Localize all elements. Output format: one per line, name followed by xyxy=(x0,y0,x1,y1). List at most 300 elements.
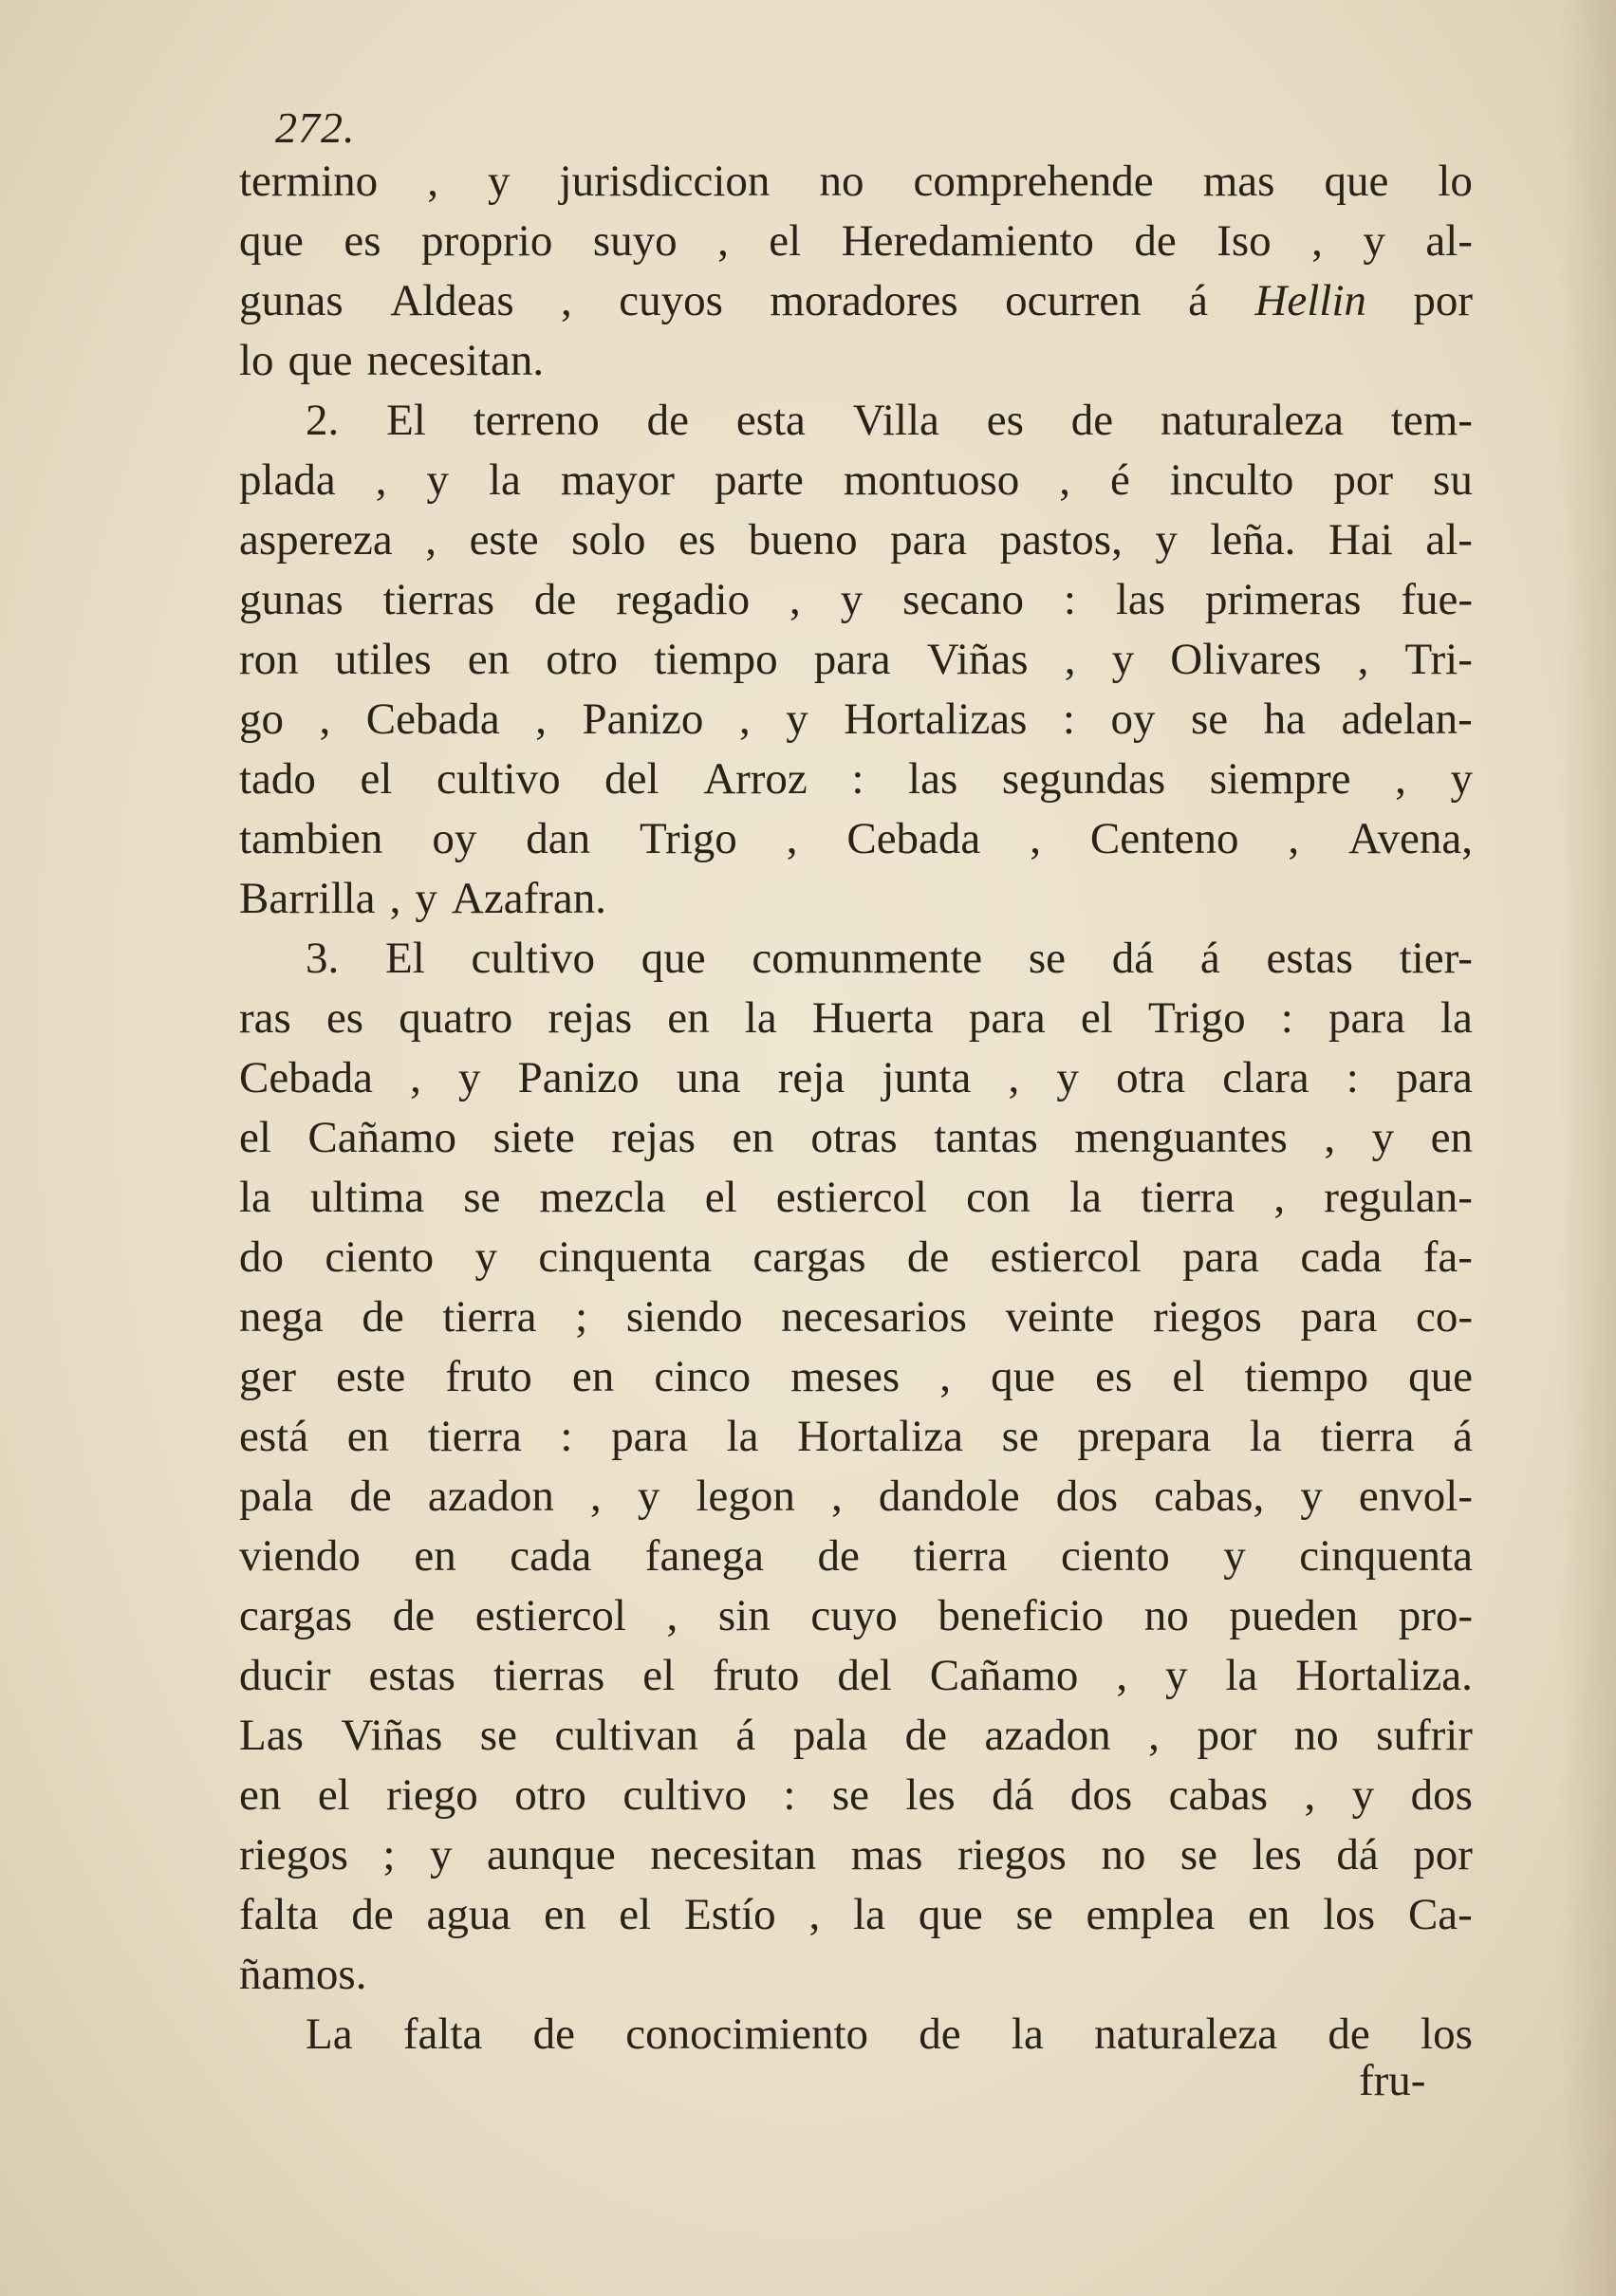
word: , xyxy=(1148,1711,1160,1760)
word: rejas xyxy=(611,1113,696,1162)
word: lo xyxy=(239,336,274,385)
word: oy xyxy=(432,814,477,863)
word: cargas xyxy=(752,1232,866,1282)
word: , xyxy=(1324,1113,1336,1162)
text-line xyxy=(239,989,1473,1048)
word: Hortalizas xyxy=(844,694,1028,744)
text-line xyxy=(239,1467,1473,1527)
word: la xyxy=(726,1412,759,1461)
word: la xyxy=(744,993,777,1043)
word: go xyxy=(239,694,284,744)
word: Heredamiento xyxy=(841,216,1094,266)
word: veinte xyxy=(1005,1292,1115,1342)
word: solo xyxy=(571,515,646,565)
word: y xyxy=(1165,1651,1188,1700)
word: conocimiento xyxy=(625,2009,869,2059)
word: á xyxy=(735,1711,756,1760)
word: Villa xyxy=(852,396,939,445)
word: por xyxy=(1333,455,1394,505)
word: el xyxy=(1172,1352,1205,1401)
word: , xyxy=(808,1890,821,1939)
word: por xyxy=(1413,276,1473,325)
word: de xyxy=(919,2009,961,2059)
word: El xyxy=(386,396,426,445)
word: , xyxy=(830,1472,843,1521)
word: ras xyxy=(239,993,291,1043)
text-line xyxy=(239,271,1473,331)
page-number: 272. xyxy=(275,103,356,152)
word: secano xyxy=(902,575,1024,624)
word: Iso xyxy=(1217,216,1272,266)
word: beneficio xyxy=(938,1591,1105,1640)
word: tado xyxy=(239,754,316,804)
word: la xyxy=(488,455,521,505)
word: y xyxy=(458,1053,481,1102)
word: ha xyxy=(1263,694,1307,744)
word: no xyxy=(1293,1711,1339,1760)
word: azadon xyxy=(427,1472,554,1521)
word: y xyxy=(1351,1770,1375,1820)
word: fanega xyxy=(644,1531,765,1581)
word: , xyxy=(786,814,798,863)
word: en xyxy=(1248,1890,1291,1939)
word: de xyxy=(1070,396,1114,445)
word: , xyxy=(410,1053,421,1102)
word: en xyxy=(732,1113,774,1162)
word: dos xyxy=(1410,1770,1473,1820)
text-line xyxy=(239,451,1473,510)
word: 3. xyxy=(306,934,340,983)
text-line xyxy=(239,1407,1473,1467)
word: para xyxy=(813,635,891,684)
word: segundas xyxy=(1001,754,1166,804)
word: en xyxy=(1430,1113,1473,1162)
word: Las xyxy=(239,1711,304,1760)
word: para xyxy=(890,515,968,565)
word: , xyxy=(1357,635,1369,684)
word: rejas xyxy=(548,993,633,1043)
word: mayor xyxy=(560,455,675,505)
word: otras xyxy=(810,1113,898,1162)
word: suyo xyxy=(592,216,678,266)
word: les xyxy=(905,1770,956,1820)
word: en xyxy=(544,1890,586,1939)
word: cinquenta xyxy=(1299,1531,1473,1581)
word: del xyxy=(837,1651,892,1700)
word: tierra xyxy=(1320,1412,1415,1461)
word: para xyxy=(1395,1053,1473,1102)
word: otra xyxy=(1116,1053,1186,1102)
word: de xyxy=(646,396,689,445)
word: ducir xyxy=(239,1651,331,1700)
word: tierra xyxy=(1141,1173,1235,1222)
word: , xyxy=(1273,1173,1286,1222)
word: de xyxy=(817,1531,860,1581)
word: tantas xyxy=(934,1113,1038,1162)
word: es xyxy=(678,515,716,565)
word: Hortaliza. xyxy=(1295,1651,1473,1700)
word: sufrir xyxy=(1376,1711,1473,1760)
word: , xyxy=(1304,1770,1316,1820)
word: la xyxy=(1440,993,1473,1043)
word: cultivo xyxy=(622,1770,747,1820)
word: dá xyxy=(1111,934,1155,983)
word: tem- xyxy=(1390,396,1473,445)
word: y xyxy=(1223,1531,1246,1581)
word: no xyxy=(819,157,864,206)
word: gunas xyxy=(239,276,344,325)
word: no xyxy=(1143,1591,1189,1640)
word: Trigo xyxy=(640,814,737,863)
word: y xyxy=(1371,1113,1395,1162)
word: , xyxy=(717,216,729,266)
word: clara xyxy=(1222,1053,1310,1102)
word: falta xyxy=(402,2009,483,2059)
text-line xyxy=(239,391,1473,451)
word: , xyxy=(1288,814,1300,863)
word: ger xyxy=(239,1352,297,1401)
word: tiempo xyxy=(1244,1352,1368,1401)
word: tierra xyxy=(913,1531,1008,1581)
text-line xyxy=(239,510,1473,570)
word: plada xyxy=(239,455,336,505)
word: riegos xyxy=(1152,1292,1262,1342)
word: á xyxy=(1188,276,1208,325)
word: comunmente xyxy=(752,934,983,983)
word: Huerta xyxy=(811,993,934,1043)
word: el xyxy=(704,1173,737,1222)
text-line xyxy=(239,152,1473,212)
word: sin xyxy=(717,1591,771,1640)
word: y xyxy=(474,1232,497,1282)
word: dá xyxy=(1336,1830,1379,1879)
word: ciento xyxy=(1060,1531,1170,1581)
word: estas xyxy=(1266,934,1353,983)
word: fruto xyxy=(713,1651,800,1700)
text-line xyxy=(239,1048,1473,1108)
word: naturaleza xyxy=(1160,396,1344,445)
word: junta xyxy=(882,1053,972,1102)
word: comprehende xyxy=(913,157,1154,206)
word: mas xyxy=(850,1830,923,1879)
word: es xyxy=(1095,1352,1133,1401)
word: una xyxy=(676,1053,741,1102)
text-line xyxy=(239,869,1473,929)
word: pala xyxy=(239,1472,314,1521)
word: pastos, xyxy=(999,515,1123,565)
word: prepara xyxy=(1077,1412,1212,1461)
word: á xyxy=(1453,1412,1473,1461)
word: de xyxy=(906,1232,950,1282)
word: : xyxy=(1346,1053,1359,1102)
word: menguantes xyxy=(1074,1113,1288,1162)
word: cultivo xyxy=(437,754,561,804)
word: cabas xyxy=(1168,1770,1268,1820)
text-line xyxy=(239,1168,1473,1228)
word: oy xyxy=(1110,694,1156,744)
word: la xyxy=(1011,2009,1044,2059)
word: , xyxy=(1059,455,1071,505)
word: de xyxy=(362,1292,404,1342)
text-line xyxy=(239,331,1473,391)
word: riegos xyxy=(957,1830,1067,1879)
word: , xyxy=(319,694,331,744)
word: y xyxy=(415,874,437,923)
word: : xyxy=(560,1412,573,1461)
word: utiles xyxy=(334,635,432,684)
word: , xyxy=(666,1591,678,1640)
word: está xyxy=(239,1412,309,1461)
word: gunas xyxy=(239,575,344,624)
word: de xyxy=(1328,2009,1370,2059)
word: ; xyxy=(575,1292,588,1342)
word: la xyxy=(1225,1651,1258,1700)
word: que xyxy=(288,336,353,385)
word: no xyxy=(1101,1830,1146,1879)
word: leña. xyxy=(1210,515,1296,565)
word: termino xyxy=(239,157,379,206)
word: para xyxy=(968,993,1046,1043)
word: las xyxy=(1115,575,1166,624)
word: que xyxy=(1324,157,1389,206)
word: , xyxy=(425,515,437,565)
word: necesitan xyxy=(650,1830,817,1879)
word: , xyxy=(939,1352,951,1401)
word: el xyxy=(317,1770,350,1820)
word: moradores xyxy=(770,276,958,325)
word: se xyxy=(1028,934,1067,983)
text-line xyxy=(239,1287,1473,1347)
word: : xyxy=(1062,694,1075,744)
word: : xyxy=(1063,575,1076,624)
word: Hortaliza xyxy=(797,1412,963,1461)
word: cargas xyxy=(239,1591,353,1640)
word: y xyxy=(1056,1053,1079,1102)
word: Cebada xyxy=(365,694,500,744)
word: Aldeas xyxy=(390,276,514,325)
word: en xyxy=(571,1352,615,1401)
word: se xyxy=(463,1173,501,1222)
word: en xyxy=(346,1412,390,1461)
word: el xyxy=(360,754,393,804)
word: de xyxy=(349,1472,392,1521)
word: su xyxy=(1433,455,1473,505)
word: esta xyxy=(735,396,806,445)
word: y xyxy=(786,694,808,744)
word: de xyxy=(392,1591,436,1640)
word: se xyxy=(1190,694,1229,744)
word: montuoso xyxy=(843,455,1020,505)
text-line xyxy=(239,1347,1473,1407)
word: y xyxy=(1111,635,1135,684)
word: este xyxy=(469,515,539,565)
word: , xyxy=(1008,1053,1020,1102)
word: y xyxy=(1300,1472,1323,1521)
text-line xyxy=(239,929,1473,989)
word: es xyxy=(344,216,381,266)
word: , xyxy=(427,157,438,206)
body-text xyxy=(239,152,1473,2065)
word: ocurren xyxy=(1005,276,1142,325)
word: do xyxy=(239,1232,284,1282)
text-line xyxy=(239,2005,1473,2065)
text-line xyxy=(239,1825,1473,1885)
word: Centeno xyxy=(1089,814,1239,863)
word: otro xyxy=(546,635,618,684)
word: La xyxy=(306,2009,353,2059)
word: regadio xyxy=(616,575,751,624)
word: los xyxy=(1323,1890,1376,1939)
word: ñamos. xyxy=(239,1950,367,1999)
word: Panizo xyxy=(582,694,704,744)
word: el xyxy=(1080,993,1113,1043)
word: riego xyxy=(386,1770,478,1820)
word: que xyxy=(641,934,706,983)
word: la xyxy=(1069,1173,1103,1222)
text-line xyxy=(239,630,1473,690)
word: dan xyxy=(526,814,591,863)
word: que xyxy=(239,216,304,266)
word: dandole xyxy=(878,1472,1020,1521)
text-line xyxy=(239,212,1473,271)
word: adelan- xyxy=(1341,694,1473,744)
word: cinquenta xyxy=(538,1232,713,1282)
text-line xyxy=(239,1646,1473,1706)
word: que xyxy=(918,1890,983,1939)
word: con xyxy=(966,1173,1031,1222)
word: Olivares xyxy=(1170,635,1322,684)
word: tierras xyxy=(382,575,494,624)
word: de xyxy=(1134,216,1177,266)
word: cultivan xyxy=(554,1711,698,1760)
word: Cebada xyxy=(846,814,981,863)
word: que xyxy=(1408,1352,1473,1401)
word: tiempo xyxy=(654,635,778,684)
word: la xyxy=(1249,1412,1282,1461)
word: aunque xyxy=(487,1830,616,1879)
word: para xyxy=(611,1412,688,1461)
word: y xyxy=(840,575,864,624)
word: Hellin xyxy=(1254,276,1366,325)
word: y xyxy=(426,455,449,505)
word: jurisdiccion xyxy=(559,157,771,206)
word: nega xyxy=(239,1292,324,1342)
word: , xyxy=(1395,754,1406,804)
word: legon xyxy=(696,1472,795,1521)
word: pro- xyxy=(1398,1591,1473,1640)
word: siendo xyxy=(625,1292,743,1342)
text-line xyxy=(239,570,1473,630)
word: Ca- xyxy=(1407,1890,1473,1939)
word: , xyxy=(535,694,547,744)
word: este xyxy=(336,1352,406,1401)
word: tambien xyxy=(239,814,383,863)
word: lo xyxy=(1438,157,1473,206)
word: para xyxy=(1182,1232,1259,1282)
word: la xyxy=(239,1173,271,1222)
word: por xyxy=(1413,1830,1473,1879)
word: , xyxy=(1030,814,1041,863)
text-line xyxy=(239,750,1473,809)
text-line xyxy=(239,1527,1473,1586)
word: , xyxy=(738,694,751,744)
word: estiercol xyxy=(775,1173,927,1222)
word: les xyxy=(1252,1830,1302,1879)
word: , xyxy=(789,575,801,624)
page-gutter-shadow xyxy=(1559,0,1616,2296)
word: estiercol xyxy=(990,1232,1142,1282)
word: cinco xyxy=(654,1352,752,1401)
catchword: fru- xyxy=(1359,2056,1426,2105)
word: , xyxy=(1064,635,1076,684)
word: en xyxy=(414,1531,456,1581)
word: proprio xyxy=(420,216,553,266)
word: dos xyxy=(1055,1472,1118,1521)
word: para xyxy=(1328,993,1405,1043)
word: siempre xyxy=(1209,754,1351,804)
word: azadon xyxy=(984,1711,1111,1760)
word: : xyxy=(851,754,864,804)
text-line xyxy=(239,1885,1473,1945)
word: Tri- xyxy=(1404,635,1473,684)
word: del xyxy=(604,754,659,804)
word: dos xyxy=(1069,1770,1133,1820)
word: y xyxy=(1450,754,1473,804)
word: fa- xyxy=(1422,1232,1473,1282)
word: necesarios xyxy=(781,1292,967,1342)
word: el xyxy=(642,1651,676,1700)
word: bueno xyxy=(748,515,858,565)
word: y xyxy=(430,1830,453,1879)
word: el xyxy=(619,1890,652,1939)
word: emplea xyxy=(1086,1890,1216,1939)
word: las xyxy=(908,754,958,804)
word: se xyxy=(479,1711,517,1760)
text-line xyxy=(239,1766,1473,1825)
word: aspereza xyxy=(239,515,393,565)
word: de xyxy=(532,2009,575,2059)
word: cabas, xyxy=(1154,1472,1265,1521)
word: de xyxy=(904,1711,947,1760)
text-line xyxy=(239,1108,1473,1168)
word: ; xyxy=(382,1830,396,1879)
word: meses xyxy=(790,1352,901,1401)
word: dá xyxy=(992,1770,1034,1820)
word: : xyxy=(1280,993,1293,1043)
word: Azafran. xyxy=(451,874,606,923)
word: Cebada xyxy=(239,1053,373,1102)
word: fruto xyxy=(445,1352,532,1401)
word: fue- xyxy=(1401,575,1473,624)
word: pueden xyxy=(1229,1591,1359,1640)
word: tier- xyxy=(1399,934,1473,983)
word: terreno xyxy=(473,396,600,445)
word: cuyo xyxy=(810,1591,898,1640)
text-line xyxy=(239,1586,1473,1646)
word: en xyxy=(467,635,511,684)
word: al- xyxy=(1425,216,1473,266)
word: mas xyxy=(1202,157,1275,206)
word: ciento xyxy=(325,1232,435,1282)
word: siete xyxy=(492,1113,575,1162)
word: cada xyxy=(1300,1232,1383,1282)
word: falta xyxy=(239,1890,319,1939)
word: se xyxy=(1001,1412,1039,1461)
word: es xyxy=(325,993,364,1043)
word: á xyxy=(1199,934,1220,983)
word: tierra xyxy=(427,1412,522,1461)
word: , xyxy=(389,874,401,923)
